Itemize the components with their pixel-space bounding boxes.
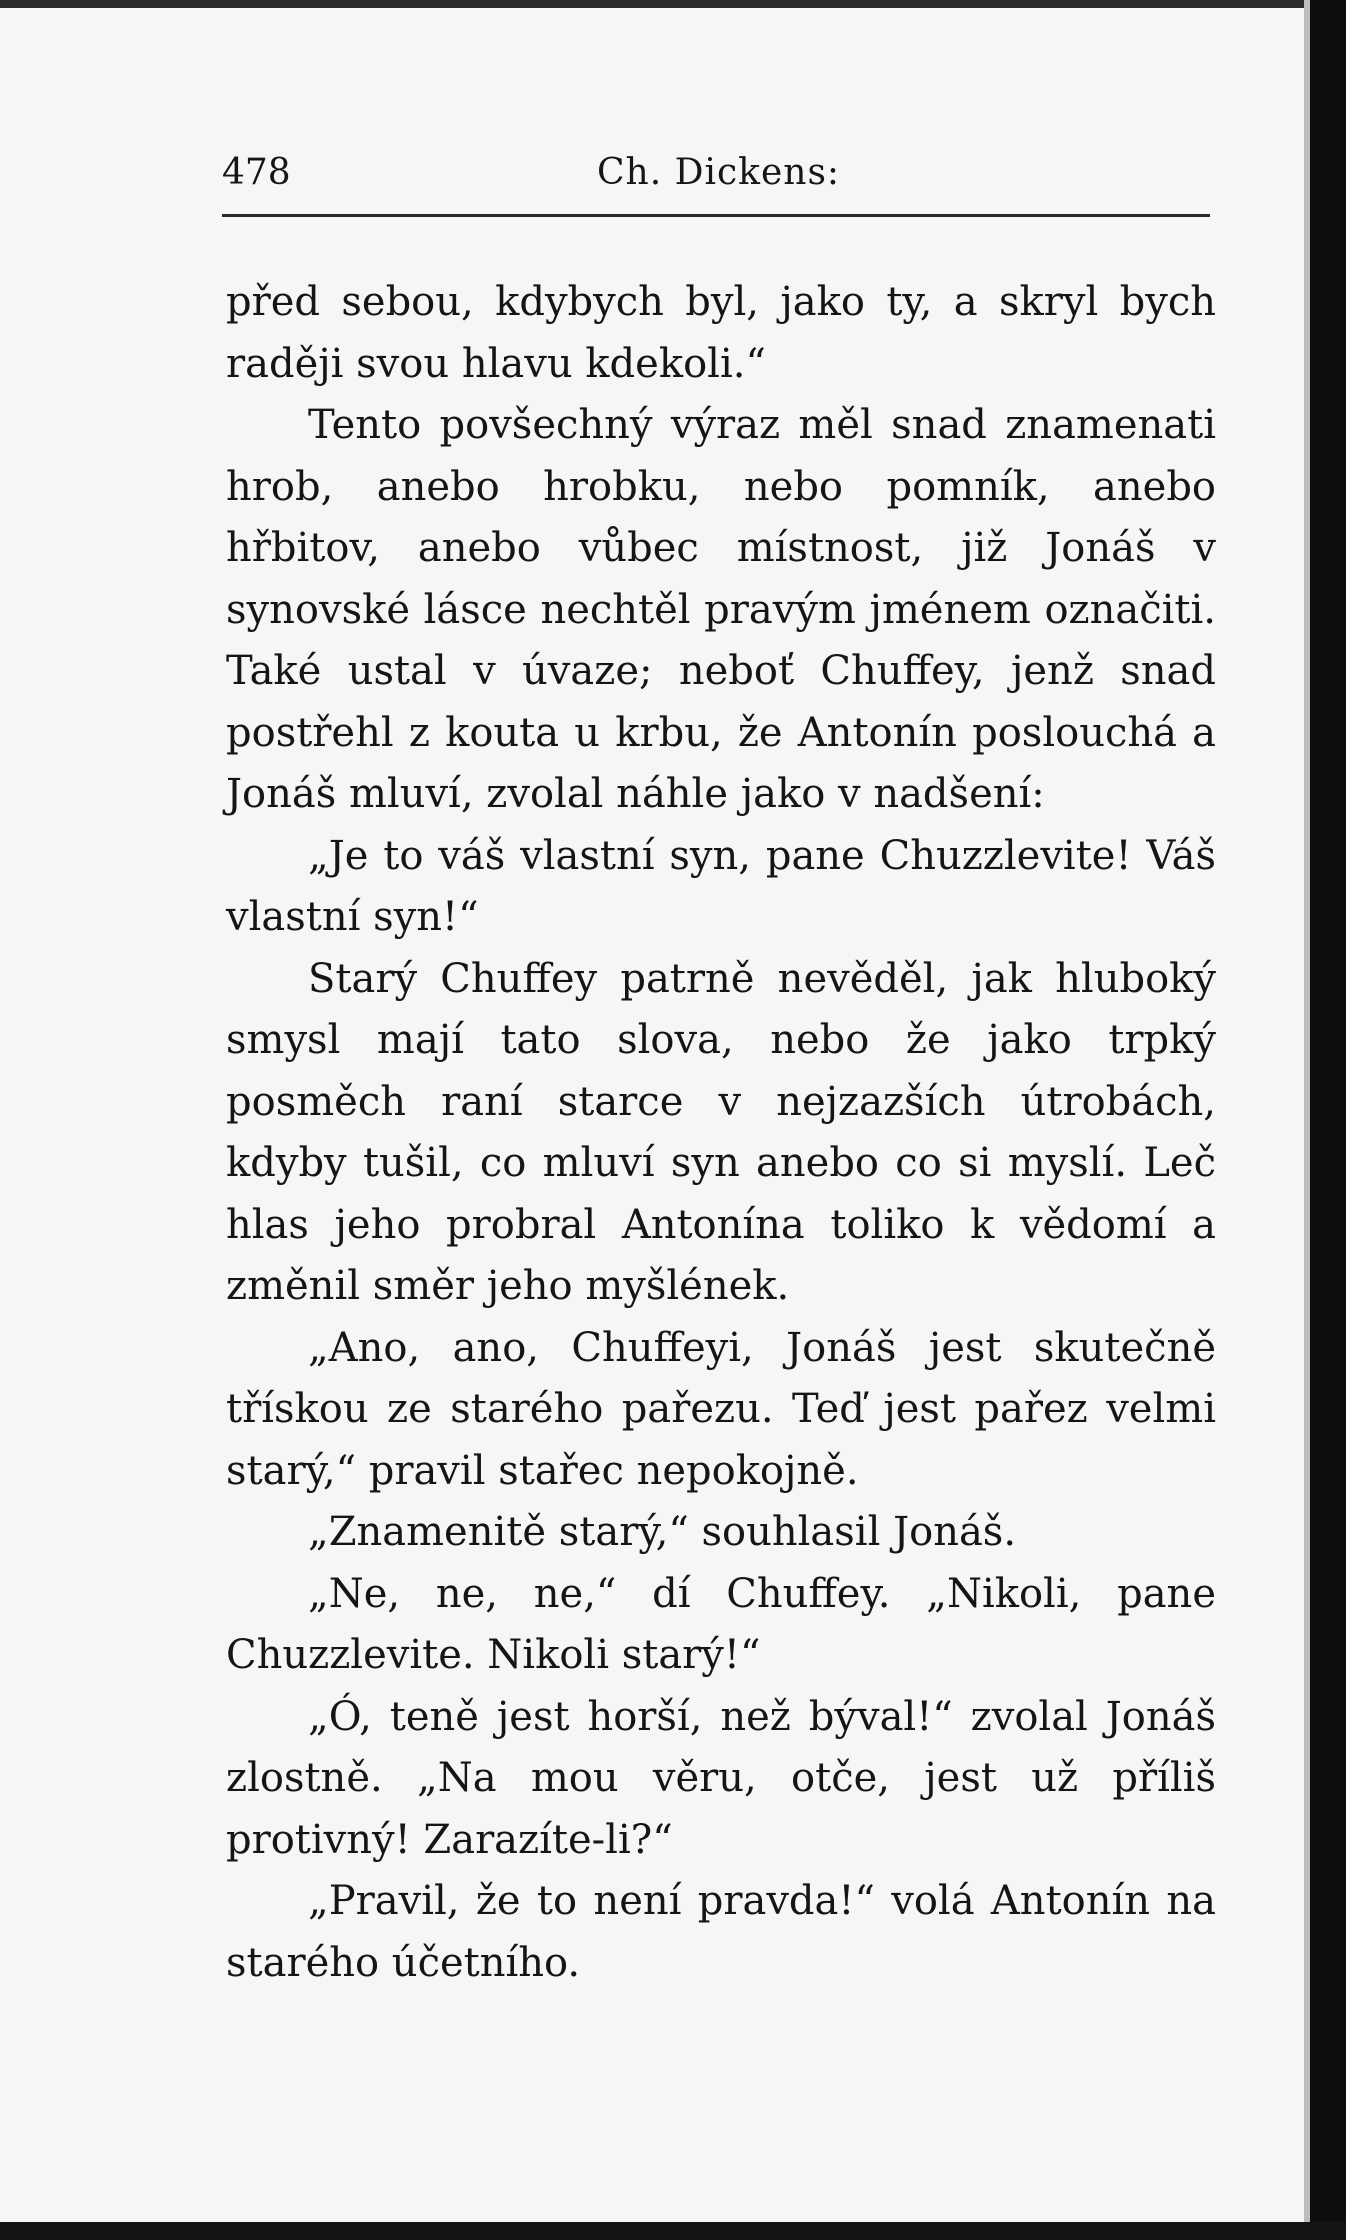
paragraph: „Ne, ne, ne,“ dí Chuffey. „Nikoli, pane Chuzzlevite. Nikoli starý!“ [226,1570,1216,1678]
scan-top-edge [0,0,1346,8]
page-header [222,152,1210,202]
page-number: 478 [222,152,291,193]
paragraph: před sebou, kdybych byl, jako ty, a skryl bych raději svou hlavu kdekoli.“ [226,279,1216,387]
paragraph: „Je to váš vlastní syn, pane Chuzzlevite! Váš vlastní syn!“ [226,832,1216,940]
paragraph: „Znamenitě starý,“ souhlasil Jonáš. [308,1509,1017,1555]
header-rule [222,214,1210,217]
body-text [226,272,1216,1994]
scan-right-edge [1310,0,1346,2240]
paragraph: Tento povšechný výraz měl snad znamenati hrob, anebo hrobku, nebo pomník, anebo hřbitov, anebo vůbec místnost, již Jonáš v synovské lásce nechtěl pravým jménem označiti. Také ustal v úvaze; neboť Chuffey, jenž snad postřehl z kouta u krbu, že Antonín poslouchá a Jonáš mluví, zvolal náhle jako v nadšení: [226,402,1216,817]
paragraph: „Ó, teně jest horší, než býval!“ zvolal Jonáš zlostně. „Na mou věru, otče, jest už příliš protivný! Zarazíte-li?“ [226,1693,1216,1863]
paragraph: „Ano, ano, Chuffeyi, Jonáš jest skutečně třískou ze starého pařezu. Teď jest pařez velmi starý,“ pravil stařec nepokojně. [226,1324,1216,1494]
paragraph: „Pravil, že to není pravda!“ volá Antonín na starého účetního. [226,1878,1216,1986]
running-title: Ch. Dickens: [597,152,841,193]
scan-bottom-edge [0,2222,1346,2240]
paragraph: Starý Chuffey patrně nevěděl, jak hluboký smysl mají tato slova, nebo že jako trpký posměch raní starce v nejzazších útrobách, kdyby tušil, co mluví syn anebo co si myslí. Leč hlas jeho probral Antonína toliko k vědomí a změnil směr jeho myšlének. [226,955,1216,1309]
